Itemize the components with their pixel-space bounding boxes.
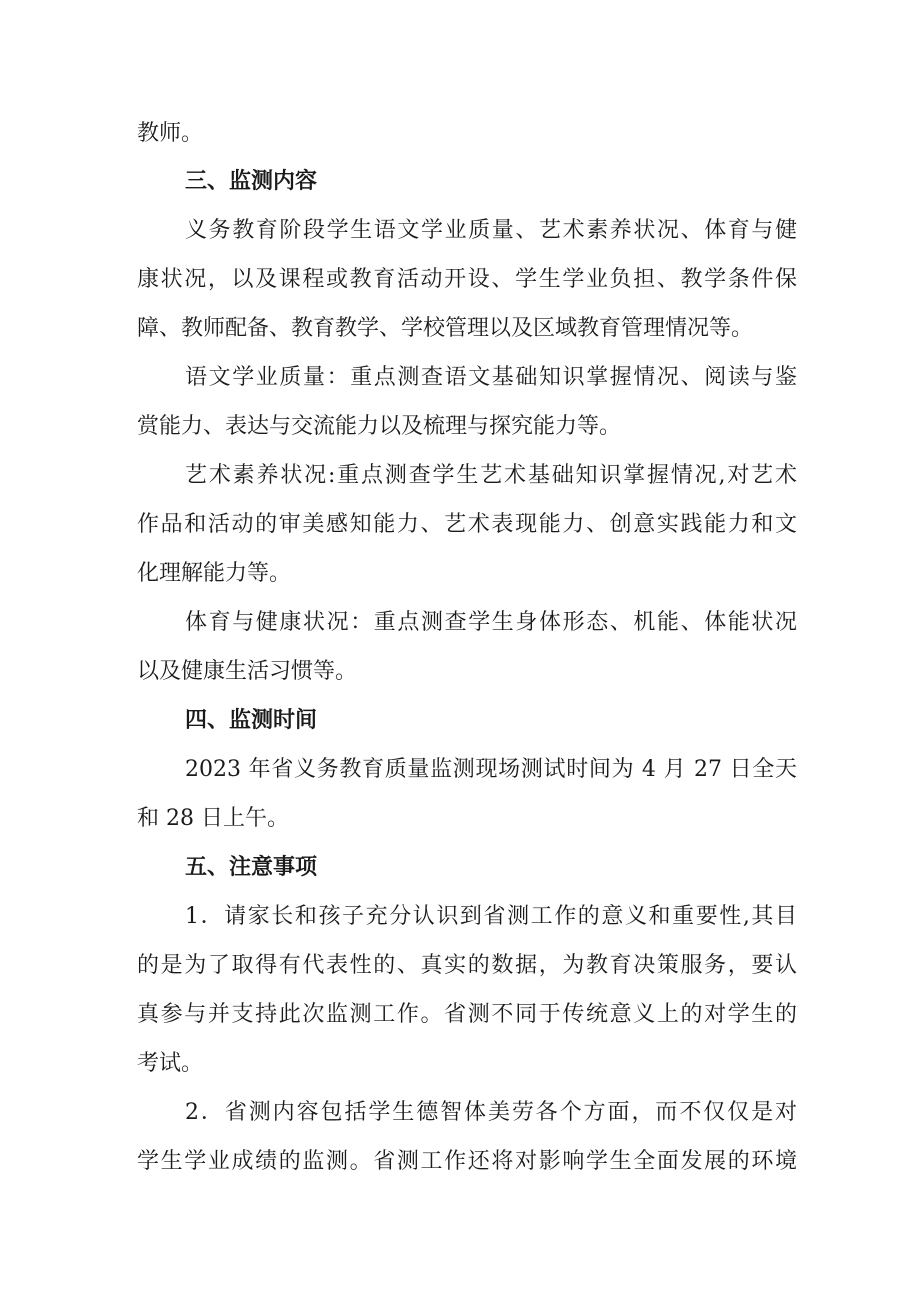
paragraph-line: 和 28 日上午。 (137, 806, 289, 831)
paragraph-line: 语文学业质量：重点测查语文基础知识掌握情况、阅读与鉴 (185, 365, 797, 390)
paragraph-line: 的是为了取得有代表性的、真实的数据，为教育决策服务，要认 (137, 953, 797, 978)
paragraph-line: 1．请家长和孩子充分认识到省测工作的意义和重要性,其目 (185, 904, 797, 929)
paragraph-line: 体育与健康状况：重点测查学生身体形态、机能、体能状况 (185, 610, 797, 635)
paragraph-line: 教师。 (137, 121, 204, 146)
paragraph-line: 真参与并支持此次监测工作。省测不同于传统意义上的对学生的 (137, 1002, 797, 1027)
paragraph-line: 义务教育阶段学生语文学业质量、艺术素养状况、体育与健 (185, 218, 797, 243)
paragraph-line: 作品和活动的审美感知能力、艺术表现能力、创意实践能力和文 (137, 512, 797, 537)
paragraph-line: 2023 年省义务教育质量监测现场测试时间为 4 月 27 日全天 (185, 757, 797, 782)
paragraph-line: 学生学业成绩的监测。省测工作还将对影响学生全面发展的环境 (137, 1149, 797, 1174)
section-heading-content: 三、监测内容 (185, 169, 318, 194)
paragraph-line: 以及健康生活习惯等。 (137, 659, 358, 684)
paragraph-line: 艺术素养状况:重点测查学生艺术基础知识掌握情况,对艺术 (185, 463, 797, 488)
paragraph-line: 考试。 (137, 1051, 204, 1076)
paragraph-line: 2．省测内容包括学生德智体美劳各个方面，而不仅仅是对 (185, 1100, 797, 1125)
paragraph-line: 障、教师配备、教育教学、学校管理以及区域教育管理情况等。 (137, 316, 754, 341)
paragraph-line: 康状况，以及课程或教育活动开设、学生学业负担、教学条件保 (137, 267, 797, 292)
paragraph-line: 化理解能力等。 (137, 561, 292, 586)
paragraph-line: 赏能力、表达与交流能力以及梳理与探究能力等。 (137, 414, 622, 439)
section-heading-notes: 五、注意事项 (185, 855, 318, 880)
section-heading-time: 四、监测时间 (185, 708, 318, 733)
